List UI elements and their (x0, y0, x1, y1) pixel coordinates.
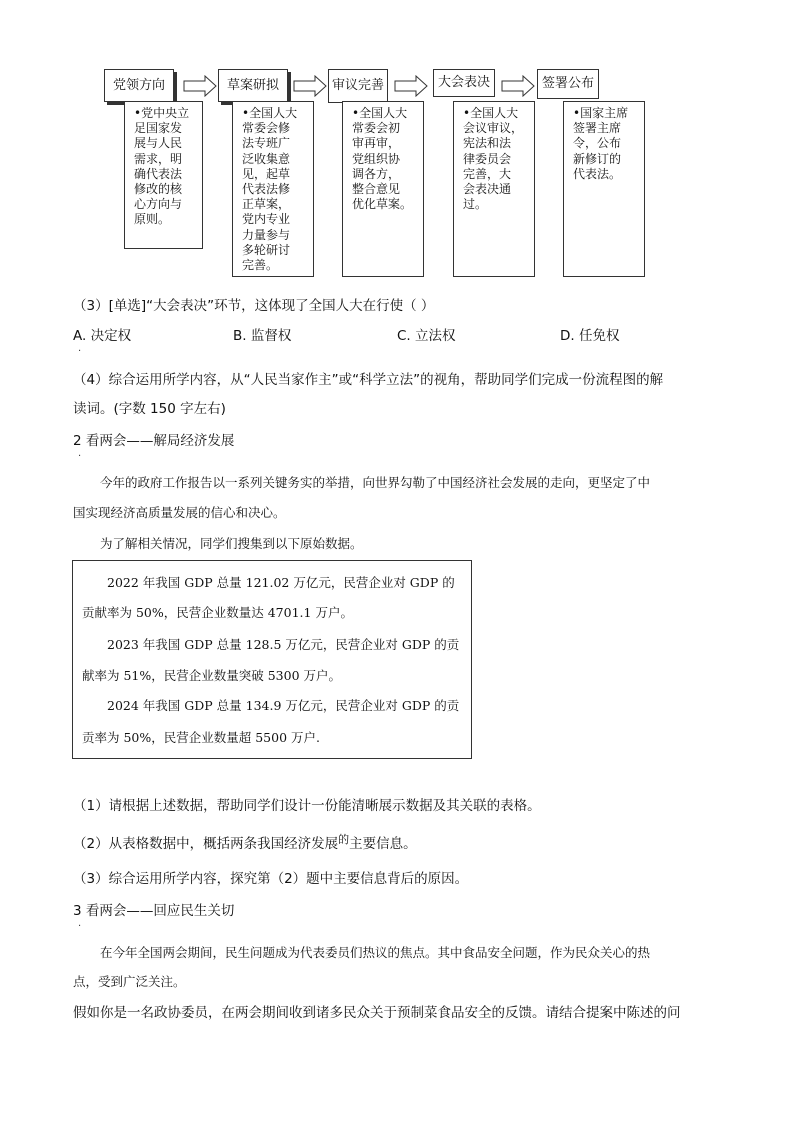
bullet-dot: . (78, 448, 82, 459)
raw-data-line-4: 献率为 51%，民营企业数量突破 5300 万户。 (82, 668, 342, 683)
option-d: D. 任免权 (560, 328, 620, 344)
option-b: B. 监督权 (233, 328, 292, 344)
section-2-question-1: （1）请根据上述数据，帮助同学们设计一份能清晰展示数据及其关联的表格。 (73, 798, 541, 814)
section-2-intro-line-3: 为了解相关情况，同学们搜集到以下原始数据。 (100, 536, 363, 551)
arrow-right-icon (183, 75, 217, 97)
step-title-2: 草案研拟 (218, 69, 288, 102)
section-2-intro-line-2: 国实现经济高质量发展的信心和决心。 (73, 505, 286, 520)
section-3-intro-line-1: 在今年全国两会期间，民生问题成为代表委员们热议的焦点。其中食品安全问题，作为民众关心的热 (100, 945, 651, 960)
step-box-4 (453, 101, 535, 277)
section-2-heading: 2 看两会——解局经济发展 (73, 433, 235, 449)
step-text-3: •全国人大 常委会初 审再审， 党组织协 调各方， 整合意见 优化草案。 (352, 106, 413, 212)
section-3-heading: 3 看两会——回应民生关切 (73, 903, 235, 919)
option-c: C. 立法权 (397, 328, 456, 344)
raw-data-line-5: 2024 年我国 GDP 总量 134.9 万亿元，民营企业对 GDP 的贡 (107, 698, 460, 713)
step-text-1: •党中央立 足国家发 展与人民 需求，明 确代表法 修改的核 心方向与 原则。 (134, 106, 190, 227)
step-text-5: •国家主席 签署主席 令，公布 新修订的 代表法。 (573, 106, 629, 181)
step-title-5: 签署公布 (537, 69, 599, 99)
arrow-right-icon (293, 75, 327, 97)
step-text-4: •全国人大 会议审议， 宪法和法 律委员会 完善，大 会表决通 过。 (463, 106, 524, 212)
q2-text-a: （2）从表格数据中，概括两条我国经济发展 (73, 836, 339, 852)
step-title-3: 审议完善 (328, 69, 388, 103)
bullet-dot: . (78, 343, 82, 354)
step-box-1 (124, 101, 203, 249)
step-title-1: 党领方向 (104, 69, 174, 102)
option-a: A. 决定权 (73, 328, 132, 344)
section-2-intro-line-1: 今年的政府工作报告以一系列关键务实的举措，向世界勾勒了中国经济社会发展的走向，更坚定了中 (100, 475, 651, 490)
q2-small-char: 的 (338, 833, 350, 846)
step-text-2: •全国人大 常委会修 法专班广 泛收集意 见，起草 代表法修 正草案， 党内专业 力量参与 多轮研讨 完善。 (242, 106, 298, 273)
step-box-2 (232, 101, 314, 277)
raw-data-line-2: 贡献率为 50%，民营企业数量达 4701.1 万户。 (82, 605, 353, 620)
arrow-right-icon (394, 75, 428, 97)
arrow-right-icon (501, 75, 535, 97)
q2-text-b: 主要信息。 (349, 836, 417, 852)
section-2-question-3: （3）综合运用所学内容，探究第（2）题中主要信息背后的原因。 (73, 871, 469, 887)
raw-data-line-3: 2023 年我国 GDP 总量 128.5 万亿元，民营企业对 GDP 的贡 (107, 637, 460, 652)
section-3-intro-line-2: 点，受到广泛关注。 (73, 974, 186, 989)
question-4-line-1: （4）综合运用所学内容，从“人民当家作主”或“科学立法”的视角，帮助同学们完成一份流程图的解 (73, 372, 664, 388)
raw-data-line-6: 贡率为 50%，民营企业数量超 5500 万户. (82, 730, 320, 745)
section-2-question-2 (73, 835, 417, 854)
step-box-5 (563, 101, 645, 277)
step-title-4: 大会表决 (433, 69, 495, 97)
section-3-paragraph: 假如你是一名政协委员，在两会期间收到诸多民众关于预制菜食品安全的反馈。请结合提案中陈述的问 (73, 1005, 681, 1021)
raw-data-line-1: 2022 年我国 GDP 总量 121.02 万亿元，民营企业对 GDP 的 (107, 575, 455, 590)
question-4-line-2: 读词。(字数 150 字左右) (73, 401, 226, 417)
bullet-dot: . (78, 918, 82, 929)
step-box-3 (342, 101, 424, 277)
question-3-stem: （3）[单选]“大会表决”环节，这体现了全国人大在行使（ ） (73, 298, 435, 314)
